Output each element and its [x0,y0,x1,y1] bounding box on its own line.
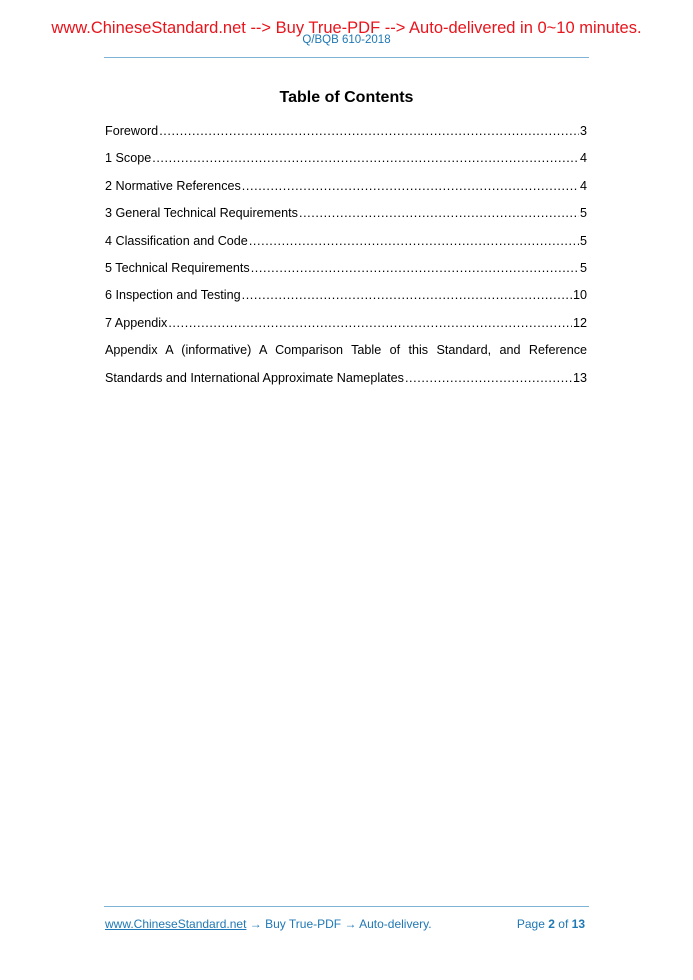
toc-entry-page: 4 [579,151,587,166]
toc-entry-page: 10 [572,288,587,303]
toc-entry-appendix[interactable] [105,310,587,337]
toc-entry-label: Standards and International Approximate Nameplates [105,370,404,385]
dot-leader [242,285,572,305]
toc-entry-inspection-and-testing[interactable] [105,282,587,309]
toc-title: Table of Contents [279,89,414,106]
dot-leader [152,148,579,168]
document-id: Q/BQB 610-2018 [302,34,391,46]
toc-entry-page: 12 [572,315,587,330]
dot-leader [159,121,579,141]
dot-leader [299,203,579,223]
dot-leader [249,231,579,251]
toc-entry-label: 7 Appendix [105,315,168,330]
footer-tagline: → Buy True-PDF → Auto-delivery. [246,917,432,931]
header-rule [104,57,589,58]
toc-entry-label: 3 General Technical Requirements [105,206,298,221]
toc-entry-page: 5 [579,260,587,275]
toc-entry-appendix-a-line1[interactable]: Appendix A (informative) A Comparison Table of this Standard, and Reference [105,343,587,358]
toc-entry-page: 5 [579,233,587,248]
toc-entry-label: Foreword [105,124,159,138]
toc-entry-page: 3 [579,124,587,138]
toc-entry-general-technical-requirements[interactable] [105,200,587,227]
toc-entry-technical-requirements[interactable] [105,255,587,282]
toc-entry-scope[interactable] [105,145,587,172]
toc-entry-label: 2 Normative References [105,178,241,193]
toc-entry-appendix-a-line2[interactable] [105,365,587,392]
page-indicator [517,914,585,934]
dot-leader [168,313,572,333]
toc-entry-label: 6 Inspection and Testing [105,288,241,303]
footer-promo [105,914,432,934]
footer-rule [104,906,589,907]
dot-leader [405,368,572,388]
dot-leader [251,258,579,278]
toc-entry-label: 4 Classification and Code [105,233,248,248]
dot-leader [242,176,579,196]
toc-entry-normative-references[interactable] [105,173,587,200]
toc-entry-page: 5 [579,206,587,221]
page-word: Page [516,917,545,931]
toc-entry-page: 13 [572,370,587,385]
toc-list [105,118,587,392]
current-page: 2 [548,917,555,931]
toc-entry-label: 5 Technical Requirements [105,260,250,275]
total-pages: 13 [571,917,585,931]
footer-link[interactable]: www.ChineseStandard.net [105,917,247,931]
toc-entry-foreword[interactable] [105,118,587,145]
toc-entry-label: 1 Scope [105,151,152,166]
promo-banner[interactable]: www.ChineseStandard.net --> Buy True-PDF --> Auto-delivered in 0~10 minutes. [51,19,642,37]
of-word: of [558,917,569,931]
toc-entry-classification-and-code[interactable] [105,228,587,255]
toc-entry-page: 4 [579,178,587,193]
page-footer [104,914,589,934]
